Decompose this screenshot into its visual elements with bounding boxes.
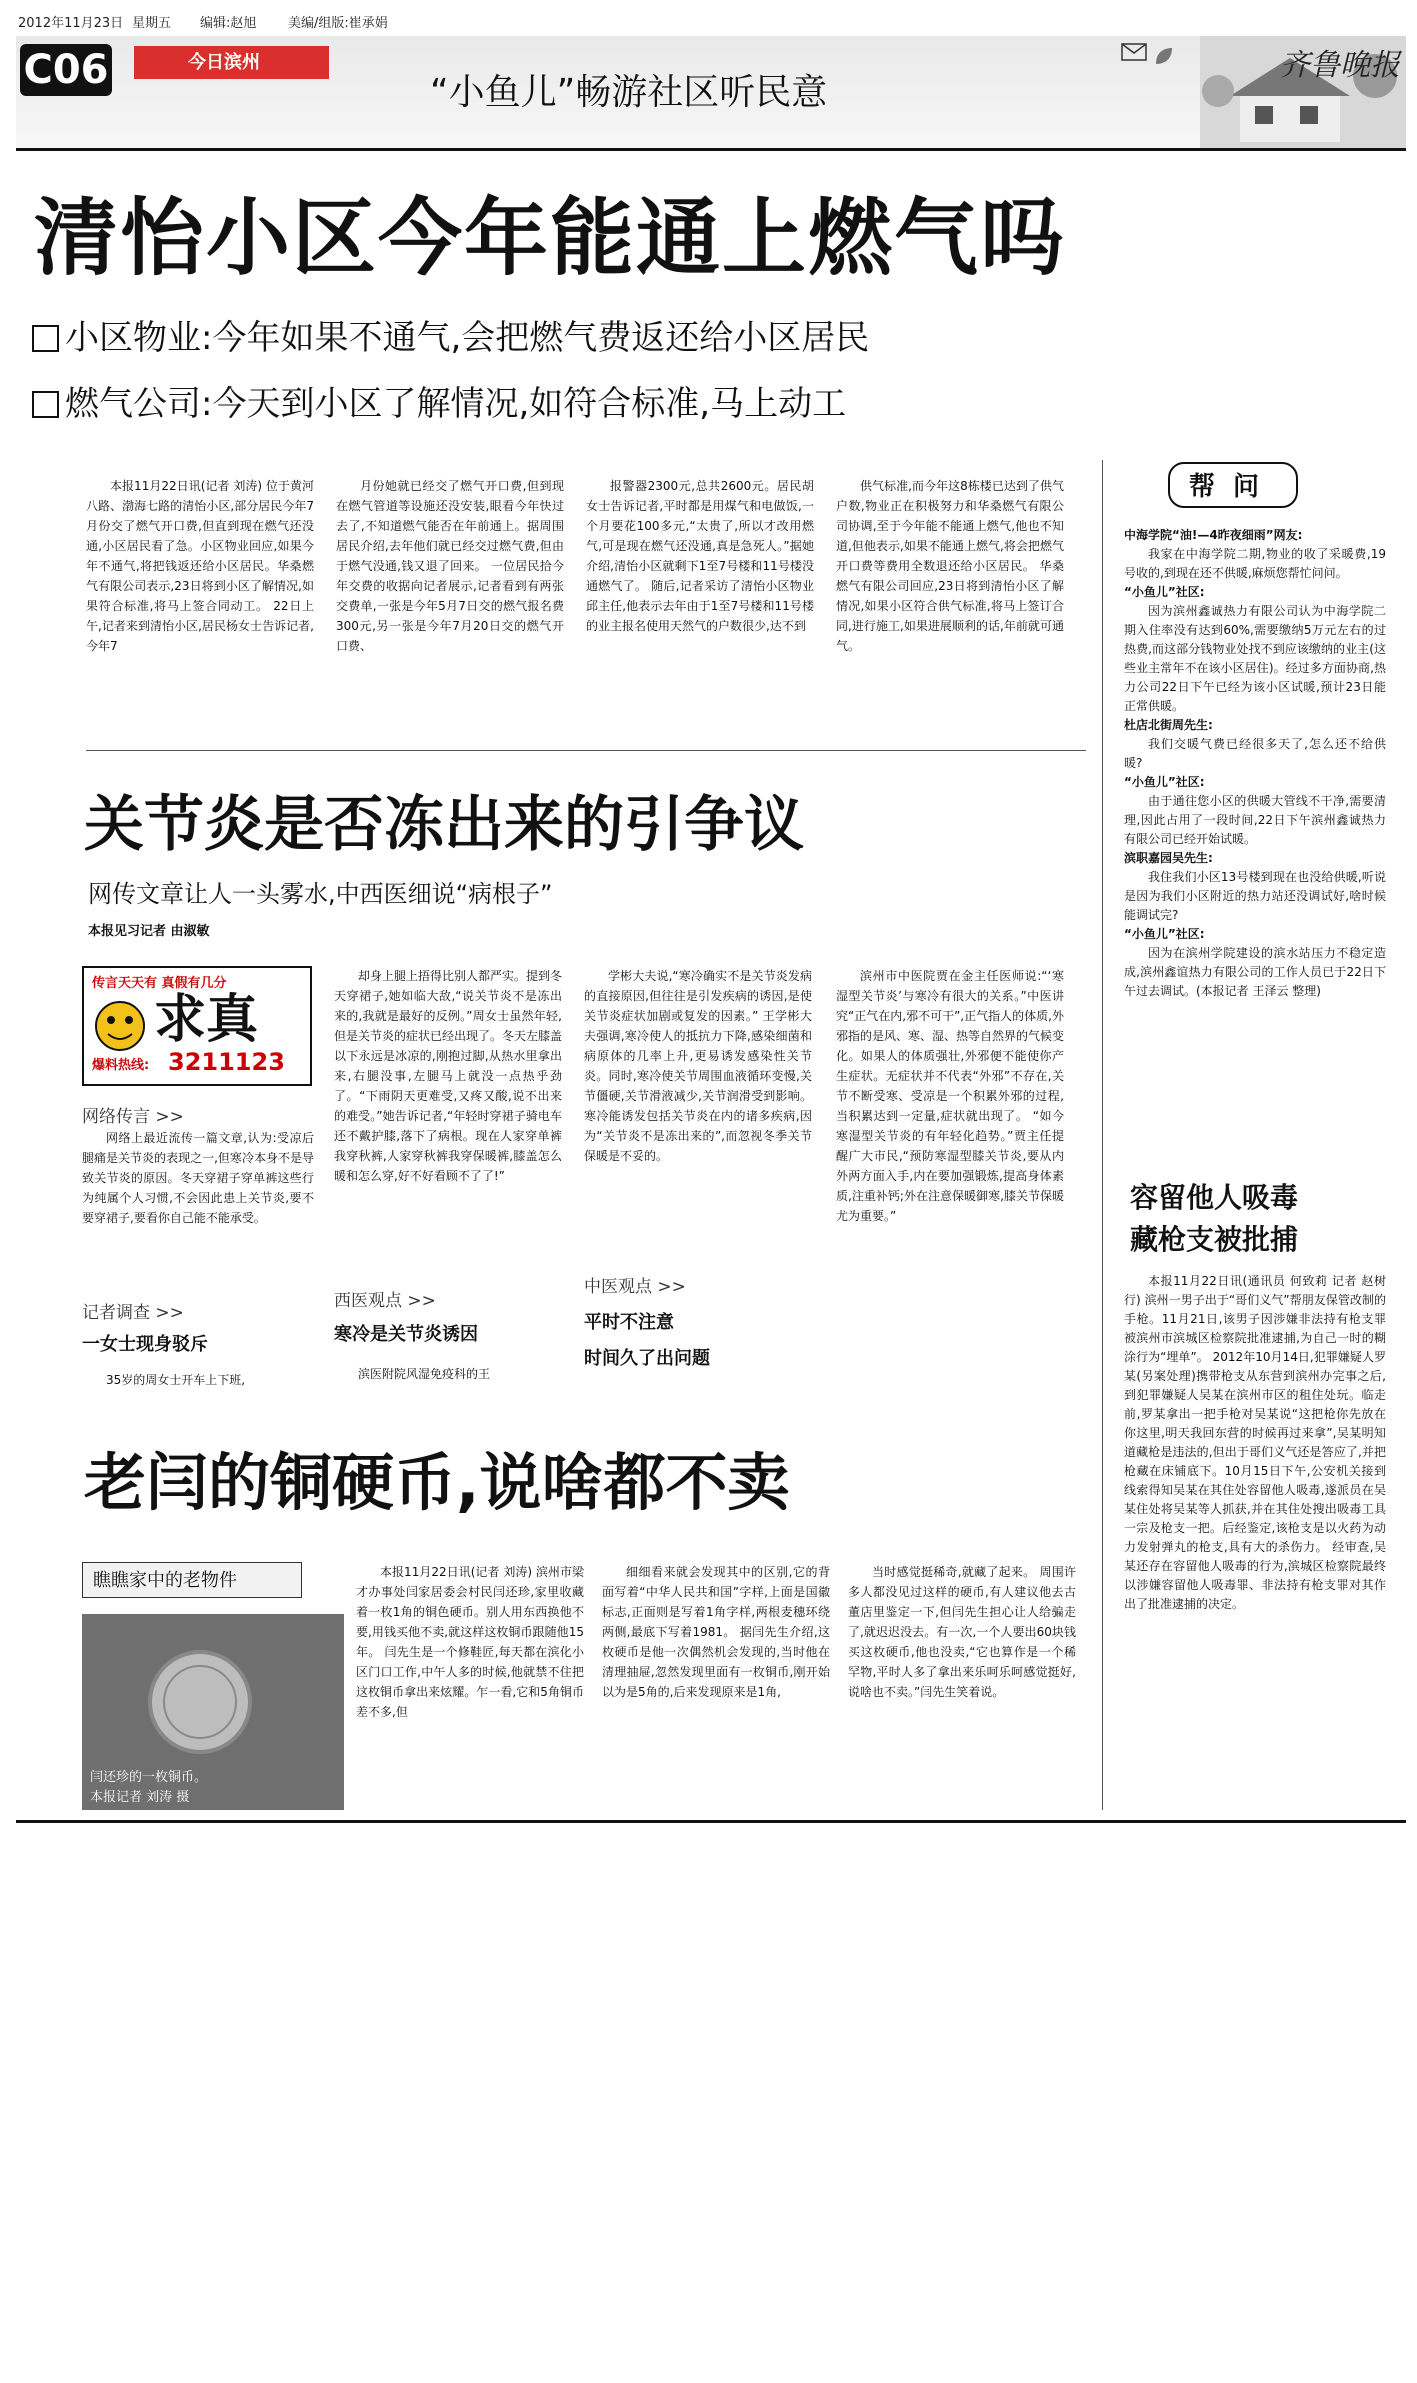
column-title-box: 瞧瞧家中的老物件 (82, 1562, 302, 1598)
sec-tcm-head: 中医观点 >> (584, 1277, 686, 1297)
photo-credit: 本报记者 刘涛 摄 (90, 1790, 190, 1805)
story1-column-4 (836, 476, 1064, 734)
story4-text: 本报11月22日讯(通讯员 何致莉 记者 赵树行) 滨州一男子出于“哥们义气”帮朋友保管改制的手枪。11月21日,该男子因涉嫌非法持有枪支罪被滨州市滨城区检察院批准逮捕,为自己一时的糊涂行为“埋单”。 2012年10月14日,犯罪嫌疑人罗某(另案处理)携带枪支从东营到滨州办完事之后,到犯罪嫌疑人吴某在滨州市区的租住处玩。临走前,罗某拿出一把手枪对吴某说“这把枪你先放在你这里,明天我回东营的时候再过来拿”,吴某明知道藏枪是违法的,但出于哥们义气还是答应了,并把枪藏在床铺底下。10月15日下午,公安机关接到线索得知吴某在其住处容留他人吸毒,遂派员在吴某住处将吴某等人抓获,并在其住处搜出吸毒工具一宗及枪支一把。后经鉴定,该枪支是以火药为动力发射弹丸的枪支,具有大的杀伤力。 经审查,吴某还存在容留他人吸毒的行为,滨城区检察院最终以涉嫌容留他人吸毒罪、非法持有枪支罪对其作出了批准逮捕的决定。 (1124, 1274, 1386, 1611)
issue-date: 2012年11月23日 (18, 16, 124, 31)
newspaper-logo: 齐鲁晚报 (1280, 48, 1400, 83)
editor-credit: 编辑:赵旭 (200, 16, 257, 31)
story1-subhead-1 (32, 318, 869, 358)
photo-caption: 闫还珍的一枚铜币。 (90, 1770, 208, 1785)
story1-column-4-text: 供气标准,而今年这8栋楼已达到了供气户数,物业正在积极努力和华桑燃气有限公司协调,至于今年能不能通上燃气,他也不知道,但他表示,如果不能通上燃气,将会把燃气开口费等费用全数退还给小区居民。 华桑燃气有限公司回应,23日将到清怡小区了解情况,如果小区符合供气标准,将马上签订合同,进行施工,如果进展顺利的话,年前就可通气。 (836, 479, 1064, 653)
sec-online-rumor-paragraph: 网络上最近流传一篇文章,认为:受凉后腿痛是关节炎的表现之一,但寒冷本身不是导致关节炎的原因。冬天穿裙子穿单裤这些行为纯属个人习惯,不会因此患上关节炎,要不要穿裙子,要看你自己能不能承受。 (82, 1131, 314, 1225)
story1-column-2 (336, 476, 564, 734)
sec-western-text (334, 1364, 562, 1388)
story1-subhead-1-text: 小区物业:今年如果不通气,会把燃气费返还给小区居民 (65, 318, 870, 358)
bottom-rule (16, 1820, 1406, 1823)
sec-reporter-paragraph: 35岁的周女士开车上下班, (106, 1373, 246, 1387)
story1-column-1 (86, 476, 314, 734)
sidebar-qa (1124, 526, 1386, 1172)
checkbox-mark-icon (32, 325, 59, 352)
story1-column-3 (586, 476, 814, 734)
sec-online-rumor-text (82, 1128, 314, 1288)
sec-online-rumor-head: 网络传言 >> (82, 1107, 184, 1127)
ad-title: 求真 (154, 990, 259, 1050)
story2-byline: 本报见习记者 由淑敏 (88, 924, 210, 939)
story2-headline: 关节炎是否冻出来的引争议 (84, 790, 804, 860)
banner-title: “小鱼儿”畅游社区听民意 (430, 72, 828, 113)
ad-tagline: 传言天天有 真假有几分 (92, 976, 227, 991)
story1-headline: 清怡小区今年能通上燃气吗 (34, 189, 1067, 287)
section-tag: 今日滨州 (134, 46, 329, 79)
sec-western-head: 西医观点 >> (334, 1291, 436, 1311)
story1-divider (86, 750, 1086, 751)
story1-column-2-text: 月份她就已经交了燃气开口费,但到现在燃气管道等设施还没安装,眼看今年快过去了,不知道燃气能否在年前通上。据周围居民介绍,去年他们就已经交过燃气费,但由于燃气没通,钱又退了回来。 一位居民拾今年交费的收据向记者展示,记者看到有两张交费单,一张是今年5月7日交的燃气报名费300元,另一张是今年7月20日交的燃气开口费、 (336, 479, 564, 653)
cartoon-face-icon (90, 996, 150, 1052)
answer-2-label: “小鱼儿”社区: (1124, 775, 1205, 789)
story2-column-4 (836, 966, 1064, 1398)
question-3-text: 我住我们小区13号楼到现在也没给供暖,听说是因为我们小区附近的热力站还没调试好,啥时候能调试完? (1124, 870, 1386, 922)
checkbox-mark-icon (32, 391, 59, 418)
designer-credit: 美编/组版:崔承娟 (288, 16, 388, 31)
story1-subhead-2-text: 燃气公司:今天到小区了解情况,如符合标准,马上动工 (65, 384, 847, 424)
page-number: C06 (20, 44, 112, 96)
story2-subhead: 网传文章让人一头雾水,中西医细说“病根子” (88, 880, 553, 908)
story2-column-2 (334, 966, 562, 1266)
answer-3-label: “小鱼儿”社区: (1124, 927, 1205, 941)
leaf-icon (1152, 44, 1176, 68)
story1-column-1-text: 本报11月22日讯(记者 刘涛) 位于黄河八路、渤海七路的清怡小区,部分居民今年7月份交了燃气开口费,但直到现在燃气还没通,小区居民看了急。小区物业回应,如果今年不通气,将把钱返还给小区居民。华桑燃气有限公司表示,23日将到小区了解情况,如果符合标准,将马上签合同动工。 22日上午,记者来到清怡小区,居民杨女士告诉记者,今年7 (86, 479, 314, 653)
sec-western-paragraph: 滨医附院风湿免疫科的王 (358, 1367, 491, 1381)
story4-body (1124, 1272, 1386, 1808)
story3-column-2 (602, 1562, 830, 1808)
answer-3-text: 因为在滨州学院建设的滨水站压力不稳定造成,滨州鑫谊热力有限公司的工作人员已于22日下午过去调试。(本报记者 王泽云 整理) (1124, 946, 1386, 998)
story4-headline-2: 藏枪支被批捕 (1130, 1223, 1299, 1256)
answer-1-text: 因为滨州鑫诚热力有限公司认为中海学院二期入住率没有达到60%,需要缴纳5万元左右的过热费,而这部分钱物业处找不到应该缴纳的业主(这些业主常年不在该小区居住)。经过多方面协商,热力公司22日下午已经为该小区试暖,预计23日能正常供暖。 (1124, 604, 1386, 713)
story3-photo-block (82, 1562, 342, 1810)
sec-reporter-head: 记者调查 >> (82, 1303, 184, 1323)
answer-2-text: 由于通往您小区的供暖大管线不干净,需要清理,因此占用了一段时间,22日下午滨州鑫诚热力有限公司已经开始试暖。 (1124, 794, 1386, 846)
story2-column-3-text: 学彬大夫说,“寒冷确实不是关节炎发病的直接原因,但往往是引发疾病的诱因,是使关节炎症状加剧或复发的因素。” 王学彬大夫强调,寒冷使人的抵抗力下降,感染细菌和病原体的几率上升,更易诱发感染性关节炎。同时,寒冷使关节周围血液循环变慢,关节僵硬,关节滑液减少,关节润滑受到影响。寒冷能诱发包括关节炎在内的诸多疾病,因为“关节炎不是冻出来的”,而忽视冬季关节保暖是不妥的。 (584, 969, 812, 1163)
story2-column-4-text: 滨州市中医院贾在金主任医师说:“‘寒湿型关节炎’与寒冷有很大的关系。”中医讲究“正气在内,邪不可干”,正气指人的体质,外邪指的是风、寒、湿、热等自然界的气候变化。如果人的体质强壮,外邪便不能使你产生症状。无症状并不代表“外邪”不存在,关节不断受寒、受凉是一个积累外邪的过程,当积累达到一定量,症状就出现了。 “如今寒湿型关节炎的有年轻化趋势。”贾主任提醒广大市民,“预防寒湿型膝关节炎,要从内外两方面入手,内在要加强锻炼,提高身体素质,注重补钙;外在注意保暖御寒,膝关节保暖尤为重要。” (836, 969, 1064, 1223)
sec-tcm-title-1: 平时不注意 (584, 1312, 674, 1333)
header-rule (16, 148, 1406, 151)
ad-hotline-number: 3211123 (168, 1048, 285, 1076)
story4-headline-1: 容留他人吸毒 (1130, 1181, 1299, 1214)
question-2-text: 我们交暖气费已经很多天了,怎么还不给供暖? (1124, 737, 1386, 770)
envelope-icon (1120, 40, 1148, 64)
story3-column-3 (848, 1562, 1076, 1808)
story3-column-3-text: 当时感觉挺稀奇,就藏了起来。 周围许多人都没见过这样的硬币,有人建议他去古董店里鉴定一下,但闫先生担心让人给骗走了,就迟迟没去。有一次,一个人要出60块钱买这枚硬币,他也没卖,“它也算作是一个稀罕物,平时人多了拿出来乐呵乐呵感觉挺好,说啥也不卖。”闫先生笑着说。 (848, 1565, 1076, 1699)
sidebar-title: 帮问 (1168, 462, 1298, 508)
question-3: 滨职嘉园吴先生: (1124, 851, 1213, 865)
story3-headline: 老闫的铜硬币,说啥都不卖 (84, 1446, 790, 1519)
question-2: 杜店北街周先生: (1124, 718, 1213, 732)
question-1-text: 我家在中海学院二期,物业的收了采暖费,19号收的,到现在还不供暖,麻烦您帮忙问问。 (1124, 547, 1386, 580)
sidebar-divider (1102, 460, 1103, 1810)
hotline-ad-box (82, 966, 312, 1086)
story1-subhead-2 (32, 384, 846, 424)
issue-weekday: 星期五 (132, 16, 172, 31)
sec-reporter-title: 一女士现身驳斥 (82, 1334, 208, 1355)
ad-hotline-label: 爆料热线: (92, 1058, 150, 1073)
sec-tcm-title-2: 时间久了出问题 (584, 1348, 710, 1369)
story2-column-2-text: 却身上腿上捂得比别人都严实。提到冬天穿裙子,她如临大敌,“说关节炎不是冻出来的,我就是最好的反例。”周女士虽然年轻,但是关节炎的症状已经出现了。冬天左膝盖以下永远是冰凉的,刚抱过脚,从热水里拿出来,右腿没事,左腿马上就没一点热乎劲了。“下雨阴天更难受,又疼又酸,说不出来的难受。”她告诉记者,“年轻时穿裙子骑电车还不戴护膝,落下了病根。现在人家穿单裤我穿秋裤,人家穿秋裤我穿保暖裤,膝盖怎么暖和怎么穿,好不好看顾不了了!” (334, 969, 562, 1183)
answer-1-label: “小鱼儿”社区: (1124, 585, 1205, 599)
story3-column-1-text: 本报11月22日讯(记者 刘涛) 滨州市梁才办事处闫家居委会村民闫还珍,家里收藏着一枚1角的铜色硬币。别人用东西换他不要,用钱买他不卖,就这样这枚铜币跟随他15年。 闫先生是一个修鞋匠,每天都在滨化小区门口工作,中午人多的时候,他就禁不住把这枚铜币拿出来炫耀。乍一看,它和5角铜币差不多,但 (356, 1565, 584, 1719)
sec-western-title: 寒冷是关节炎诱因 (334, 1324, 478, 1345)
question-1: 中海学院“油!—4昨夜细雨”网友: (1124, 528, 1303, 542)
story2-column-3 (584, 966, 812, 1266)
story3-column-1 (356, 1562, 584, 1808)
story1-column-3-text: 报警器2300元,总共2600元。居民胡女士告诉记者,平时都是用煤气和电做饭,一个月要花100多元,“太贵了,所以才改用燃气,可是现在燃气还没通,真是急死人。”据她介绍,清怡小区就剩下1至7号楼和11号楼没通燃气了。 随后,记者采访了清怡小区物业邱主任,他表示去年由于1至7号楼和11号楼的业主报名使用天然气的户数很少,达不到 (586, 479, 814, 633)
sec-reporter-text (82, 1370, 314, 1394)
story3-column-2-text: 细细看来就会发现其中的区别,它的背面写着“中华人民共和国”字样,上面是国徽标志,正面则是写着1角字样,两根麦穗环绕两侧,最底下写着1981。 据闫先生介绍,这枚硬币是他一次偶然机会发现的,当时他在清理抽屉,忽然发现里面有一枚铜币,刚开始以为是5角的,后来发现原来是1角, (602, 1565, 830, 1699)
